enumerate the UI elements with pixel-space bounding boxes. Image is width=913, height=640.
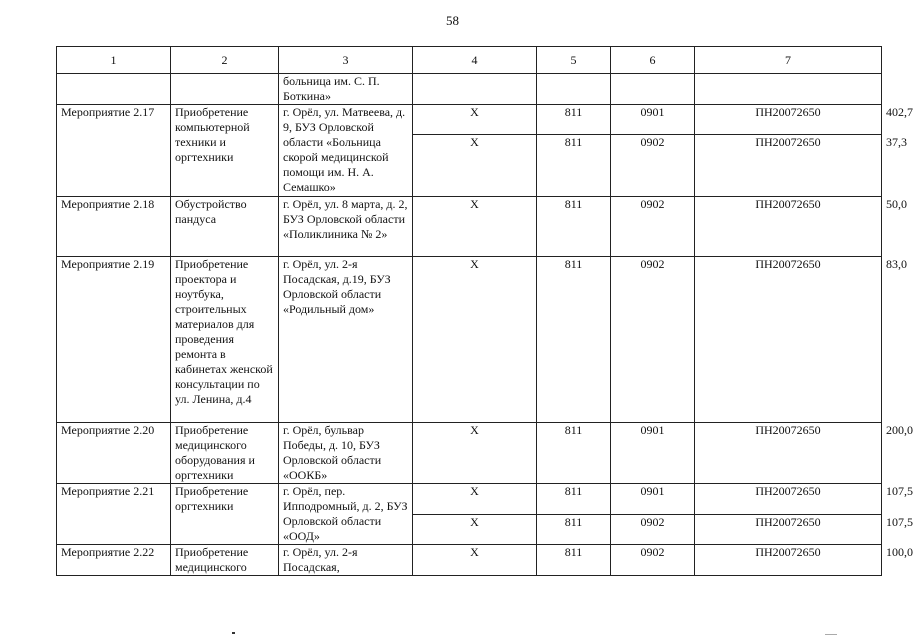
table-row: Мероприятие 2.21 Приобретение оргтехники г. Орёл, пер. Ипподромный, д. 2, БУЗ Орловской области «ООД» Х 811 0901 ПН20072650 107,5 — [57, 484, 882, 515]
column-header: 6 — [611, 47, 695, 74]
value-cell-c5: 0902 — [611, 135, 695, 197]
value-cell-c4: 811 — [537, 484, 611, 515]
value-cell-c5: 0901 — [611, 423, 695, 484]
column-numbers-row — [57, 47, 882, 74]
name-cell: Приобретение медицинского — [171, 545, 279, 576]
address-cell: г. Орёл, ул. 2-я Посадская, — [279, 545, 413, 576]
value-cell-c6: ПН20072650 — [695, 545, 882, 576]
continuation-row — [57, 74, 882, 105]
value-cell-c6: ПН20072650 — [695, 514, 882, 545]
value-cell-c3: Х — [413, 135, 537, 197]
table-row: Мероприятие 2.22 Приобретение медицинского г. Орёл, ул. 2-я Посадская, Х 811 0902 ПН20072650 100,0 — [57, 545, 882, 576]
value-cell-c6: ПН20072650 — [695, 197, 882, 257]
value-cell-c3: Х — [413, 514, 537, 545]
value-cell-c5: 0902 — [611, 257, 695, 423]
event-cell: Мероприятие 2.18 — [57, 197, 171, 257]
value-cell-c5: 0902 — [611, 197, 695, 257]
value-cell-c6: ПН20072650 — [695, 135, 882, 197]
address-cell: г. Орёл, ул. 2-я Посадская, д.19, БУЗ Орловской области «Родильный дом» — [279, 257, 413, 423]
name-cell: Приобретение компьютерной техники и оргтехники — [171, 105, 279, 197]
value-cell-c3: Х — [413, 545, 537, 576]
column-header: 2 — [171, 47, 279, 74]
value-cell-c3: Х — [413, 257, 537, 423]
value-cell-c5: 0901 — [611, 484, 695, 515]
table-row: Мероприятие 2.17 Приобретение компьютерной техники и оргтехники г. Орёл, ул. Матвеева, д. 9, БУЗ Орловской области «Больница скорой медицинской помощи им. Н. А. Семашко» Х 811 0901 ПН20072650 402,7 — [57, 105, 882, 135]
value-cell-c6: ПН20072650 — [695, 423, 882, 484]
table-row: Х 811 0902 ПН20072650 107,5 — [57, 514, 882, 545]
address-cell: г. Орёл, ул. 8 марта, д. 2, БУЗ Орловской области «Поликлиника № 2» — [279, 197, 413, 257]
value-cell-c3: Х — [413, 423, 537, 484]
value-cell-c4: 811 — [537, 105, 611, 135]
event-cell: Мероприятие 2.19 — [57, 257, 171, 423]
column-header: 5 — [537, 47, 611, 74]
value-cell-c4: 811 — [537, 423, 611, 484]
table-row: Мероприятие 2.18 Обустройство пандуса г. Орёл, ул. 8 марта, д. 2, БУЗ Орловской области «Поликлиника № 2» Х 811 0902 ПН20072650 50,0 — [57, 197, 882, 257]
value-cell-c5: 0902 — [611, 514, 695, 545]
value-cell-c3: Х — [413, 484, 537, 515]
value-cell-c4: 811 — [537, 257, 611, 423]
event-cell: Мероприятие 2.21 — [57, 484, 171, 545]
event-cell: Мероприятие 2.20 — [57, 423, 171, 484]
budget-table — [56, 46, 913, 576]
column-header: 4 — [413, 47, 537, 74]
value-cell-c4: 811 — [537, 197, 611, 257]
event-cell: Мероприятие 2.22 — [57, 545, 171, 576]
address-cell: г. Орёл, бульвар Победы, д. 10, БУЗ Орловской области «ООКБ» — [279, 423, 413, 484]
name-cell: Обустройство пандуса — [171, 197, 279, 257]
column-header: 7 — [695, 47, 882, 74]
value-cell-c3: Х — [413, 105, 537, 135]
table-row: Мероприятие 2.19 Приобретение проектора и ноутбука, строительных материалов для проведения ремонта в кабинетах женской консультации по ул. Ленина, д.4 г. Орёл, ул. 2-я Посадская, д.19, БУЗ Орловской области «Родильный дом» Х 811 0902 ПН20072650 83,0 — [57, 257, 882, 423]
table-row: Мероприятие 2.20 Приобретение медицинского оборудования и оргтехники г. Орёл, бульвар Победы, д. 10, БУЗ Орловской области «ООКБ» Х 811 0901 ПН20072650 200,0 — [57, 423, 882, 484]
scan-speck — [825, 634, 837, 635]
value-cell-c6: ПН20072650 — [695, 105, 882, 135]
value-cell-c4: 811 — [537, 135, 611, 197]
name-cell: Приобретение медицинского оборудования и оргтехники — [171, 423, 279, 484]
value-cell-c6: ПН20072650 — [695, 257, 882, 423]
scan-speck — [232, 632, 235, 634]
page-number: 58 — [446, 13, 459, 28]
value-cell-c6: ПН20072650 — [695, 484, 882, 515]
value-cell-c5: 0902 — [611, 545, 695, 576]
address-cell: г. Орёл, пер. Ипподромный, д. 2, БУЗ Орловской области «ООД» — [279, 484, 413, 545]
value-cell-c4: 811 — [537, 514, 611, 545]
value-cell-c5: 0901 — [611, 105, 695, 135]
name-cell: Приобретение проектора и ноутбука, строительных материалов для проведения ремонта в кабинетах женской консультации по ул. Ленина, д.4 — [171, 257, 279, 423]
table-row: Х 811 0902 ПН20072650 37,3 — [57, 135, 882, 197]
name-cell: Приобретение оргтехники — [171, 484, 279, 545]
event-cell: Мероприятие 2.17 — [57, 105, 171, 197]
value-cell-c4: 811 — [537, 545, 611, 576]
address-cell: г. Орёл, ул. Матвеева, д. 9, БУЗ Орловской области «Больница скорой медицинской помощи им. Н. А. Семашко» — [279, 105, 413, 197]
address-cell: больница им. С. П. Боткина» — [279, 74, 413, 105]
column-header: 3 — [279, 47, 413, 74]
value-cell-c3: Х — [413, 197, 537, 257]
column-header: 1 — [57, 47, 171, 74]
